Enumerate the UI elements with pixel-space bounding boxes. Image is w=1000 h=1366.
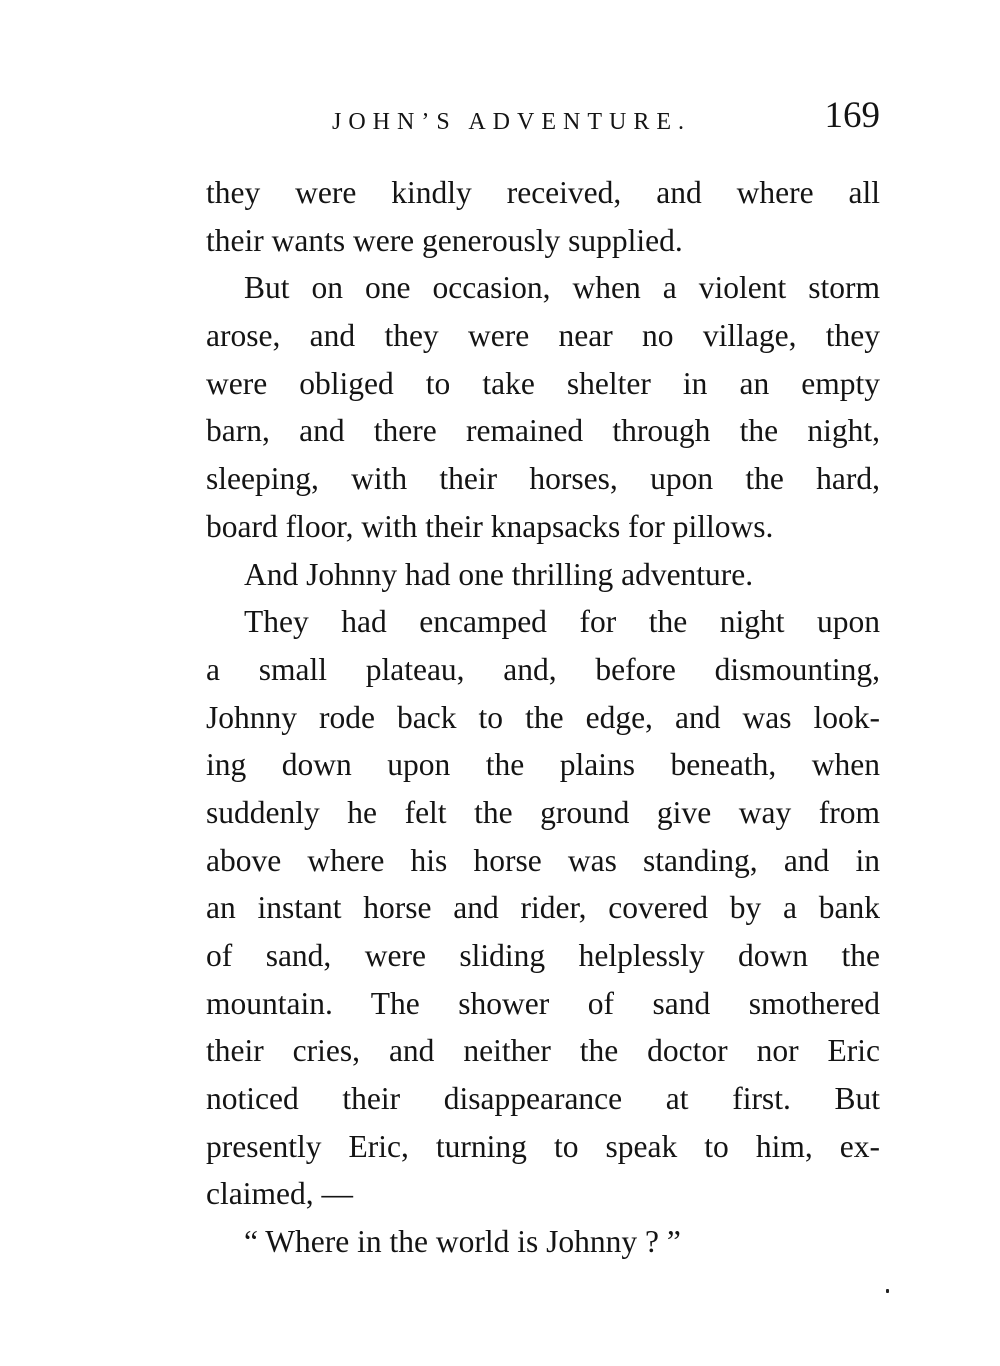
text-line: a small plateau, and, before dismounting, (206, 651, 880, 687)
text-line: barn, and there remained through the night, (206, 413, 880, 449)
text-line: suddenly he felt the ground give way from (206, 794, 880, 830)
text-line: “ Where in the world is Johnny ? ” (244, 1224, 681, 1260)
page-number: 169 (824, 95, 880, 136)
text-line: noticed their disappearance at first. But (206, 1081, 880, 1117)
text-line: mountain. The shower of sand smothered (206, 985, 880, 1021)
text-line: board floor, with their knapsacks for pillows. (206, 508, 774, 544)
text-line: But on one occasion, when a violent storm (244, 270, 880, 306)
text-line: presently Eric, turning to speak to him, ex- (206, 1128, 880, 1164)
text-line: claimed, — (206, 1176, 353, 1212)
text-line: sleeping, with their horses, upon the hard, (206, 461, 880, 497)
text-line: an instant horse and rider, covered by a bank (206, 890, 880, 926)
text-line: their cries, and neither the doctor nor Eric (206, 1033, 880, 1069)
running-title: JOHN’S ADVENTURE. (332, 109, 691, 135)
text-line: Johnny rode back to the edge, and was look- (206, 699, 880, 735)
text-line: above where his horse was standing, and in (206, 842, 880, 878)
running-head (332, 92, 880, 140)
text-line: were obliged to take shelter in an empty (206, 365, 880, 401)
text-line: arose, and they were near no village, they (206, 318, 880, 354)
text-line: of sand, were sliding helplessly down the (206, 938, 880, 973)
text-line: ing down upon the plains beneath, when (206, 747, 880, 783)
text-line: They had encamped for the night upon (244, 604, 880, 640)
text-line: And Johnny had one thrilling adventure. (244, 556, 754, 592)
text-line: they were kindly received, and where all (206, 175, 880, 210)
ink-speck (886, 1289, 889, 1293)
text-line: their wants were generously supplied. (206, 222, 683, 258)
body-text (206, 169, 880, 1266)
